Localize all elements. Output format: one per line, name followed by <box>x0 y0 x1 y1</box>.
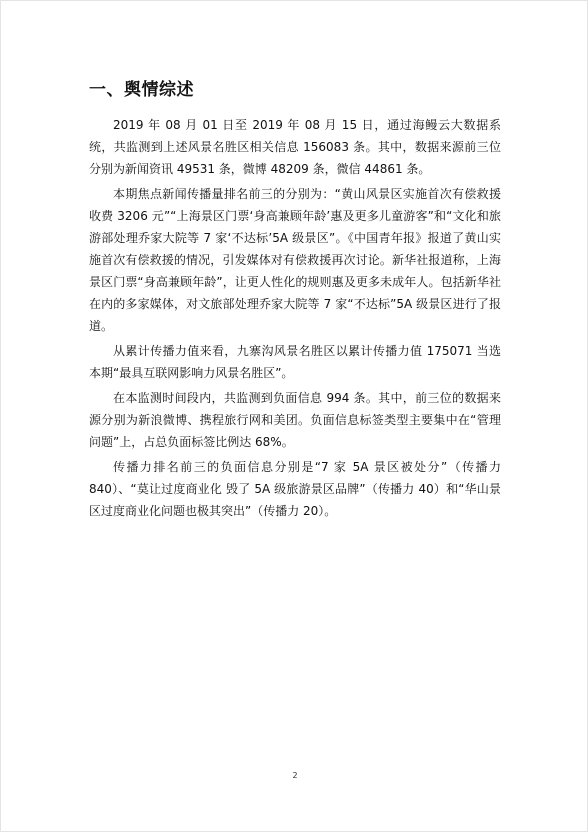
body-text <box>89 114 501 525</box>
paragraph-negative-top3: 传播力排名前三的负面信息分别是“7 家 5A 景区被处分”（传播力 840）、“莫让过度商业化 毁了 5A 级旅游景区品牌”（传播力 40）和“华山景区过度商业化问题也极其突出”（传播力 20）。 <box>89 460 501 518</box>
section-heading: 一、舆情综述 <box>89 80 194 100</box>
paragraph-overview: 2019 年 08 月 01 日至 2019 年 08 月 15 日，通过海鳗云大数据系统，共监测到上述风景名胜区相关信息 156083 条。其中，数据来源前三位分别为新闻资讯 49531 条，微博 48209 条，微信 44861 条。 <box>89 118 501 176</box>
paragraph-negative-info: 在本监测时间段内，共监测到负面信息 994 条。其中，前三位的数据来源分别为新浪微博、携程旅行网和美团。负面信息标签类型主要集中在“管理问题”上，占总负面标签比例达 68%。 <box>89 391 501 449</box>
paragraph-focus-news: 本期焦点新闻传播量排名前三的分别为：“黄山风景区实施首次有偿救援 收费 3206 元”“上海景区门票‘身高兼顾年龄’惠及更多儿童游客”和“文化和旅游部处理乔家大院等 7 家‘不达标’5A 级景区”。《中国青年报》报道了黄山实施首次有偿救援的情况，引发媒体对有偿救援再次讨论。新华社报道称，上海景区门票“身高兼顾年龄”，让更人性化的规则惠及更多未成年人。包括新华社在内的多家媒体，对文旅部处理乔家大院等 7 家“不达标”5A 级景区进行了报道。 <box>89 187 501 333</box>
page-number: 2 <box>292 771 298 780</box>
paragraph-influence: 从累计传播力值来看，九寨沟风景名胜区以累计传播力值 175071 当选本期“最具互联网影响力风景名胜区”。 <box>89 344 501 380</box>
